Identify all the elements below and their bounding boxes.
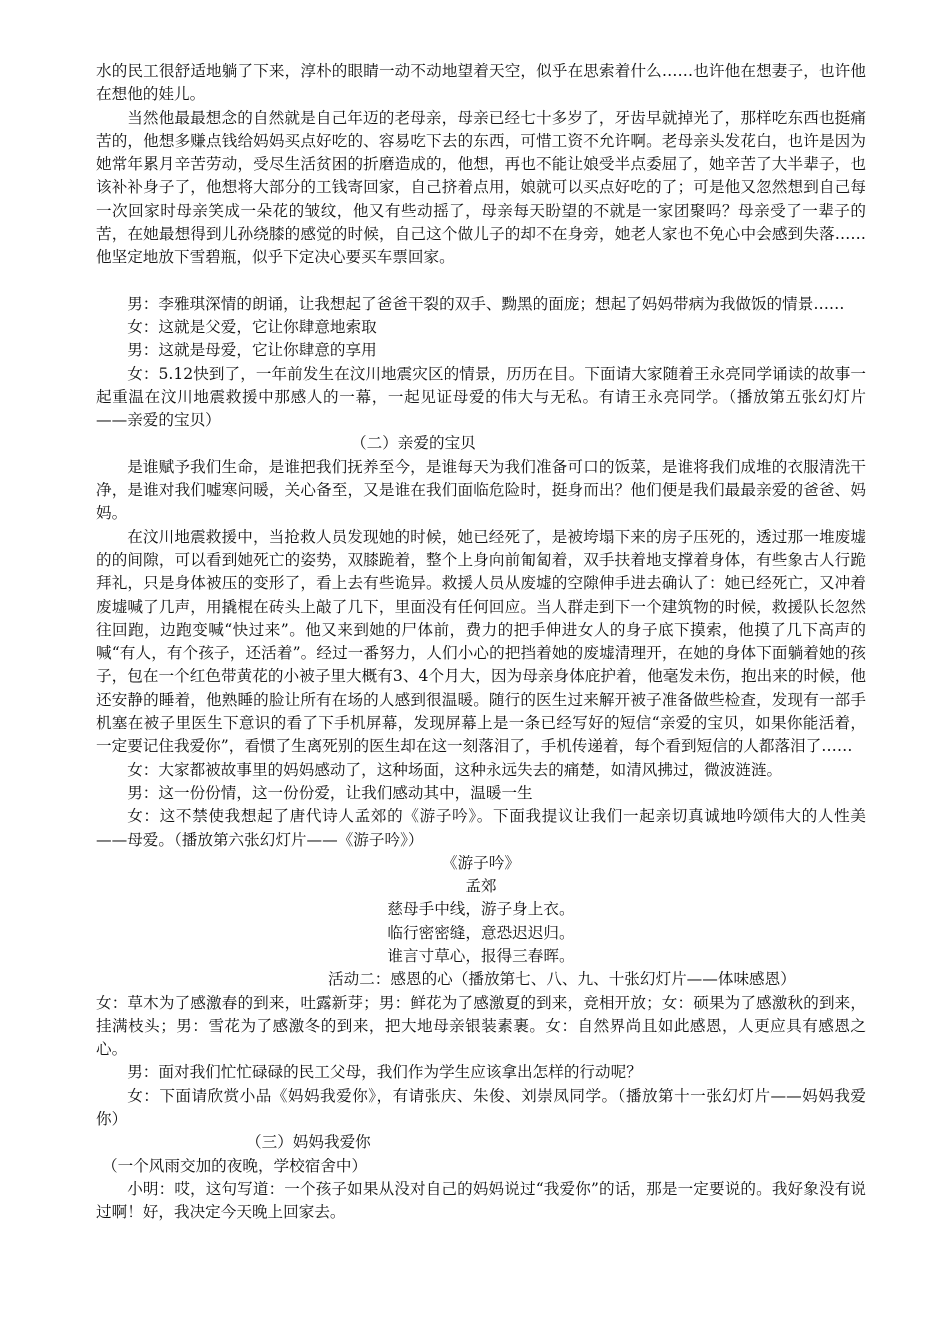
dialogue-line: 小明：哎，这句写道：一个孩子如果从没对自己的妈妈说过“我爱你”的话，那是一定要说的。我好象没有说过啊！好，我决定今天晚上回家去。	[96, 1179, 866, 1222]
poem-title: 《游子吟》	[442, 853, 520, 872]
dialogue-line: 女：5.12快到了，一年前发生在汶川地震灾区的情景，历历在目。下面请大家随着王永亮同学诵读的故事一起重温在汶川地震救援中那感人的一幕，一起见证母爱的伟大与无私。有请王永亮同学。（播放第五张幻灯片——亲爱的宝贝）	[96, 364, 866, 430]
poem-line: 慈母手中线，游子身上衣。	[387, 900, 575, 919]
dialogue-line: 男：这就是母爱，它让你肆意的享用	[127, 341, 377, 360]
dialogue-line: 女：这就是父爱，它让你肆意地索取	[127, 317, 377, 336]
paragraph: 是谁赋予我们生命，是谁把我们抚养至今，是谁每天为我们准备可口的饭菜，是谁将我们成堆的衣服清洗干净，是谁对我们嘘寒问暖，关心备至，又是谁在我们面临危险时，挺身而出？他们便是我们最最亲爱的爸爸、妈妈。	[96, 457, 866, 523]
section-heading: （三）妈妈我爱你	[246, 1133, 371, 1152]
dialogue-line: 男：李雅琪深情的朗诵，让我想起了爸爸干裂的双手、黝黑的面庞；想起了妈妈带病为我做饭的情景……	[127, 294, 845, 313]
section-heading: （二）亲爱的宝贝	[351, 434, 476, 453]
poem-line: 谁言寸草心，报得三春晖。	[387, 946, 575, 965]
poem-line: 临行密密缝，意恐迟迟归。	[387, 923, 575, 942]
poem-author: 孟郊	[465, 877, 497, 896]
paragraph: 当然他最最想念的自然就是自己年迈的老母亲，母亲已经七十多岁了，牙齿早就掉光了，那样吃东西也挺痛苦的，他想多赚点钱给妈妈买点好吃的、容易吃下去的东西，可惜工资不允许啊。老母亲头发花白，也许是因为她常年累月辛苦劳动，受尽生活贫困的折磨造成的，他想，再也不能让娘受半点委屈了，她辛苦了大半辈子，也该补补身子了，他想将大部分的工钱寄回家，自己挤着点用，娘就可以买点好吃的了；可是他又忽然想到自己每一次回家时母亲笑成一朵花的皱纹，他又有些动摇了，母亲每天盼望的不就是一家团聚吗？母亲受了一辈子的苦，在她最想得到儿孙绕膝的感觉的时候，自己这个做儿子的却不在身旁，她老人家也不免心中会感到失落……他坚定地放下雪碧瓶，似乎下定决心要买车票回家。	[96, 108, 866, 267]
dialogue-line: 男：面对我们忙忙碌碌的民工父母，我们作为学生应该拿出怎样的行动呢？	[127, 1063, 642, 1082]
dialogue-line: 女：这不禁使我想起了唐代诗人孟郊的《游子吟》。下面我提议让我们一起亲切真诚地吟颂伟大的人性美——母爱。（播放第六张幻灯片——《游子吟》）	[96, 807, 866, 849]
spacer	[96, 270, 866, 293]
stage-direction: （一个风雨交加的夜晚，学校宿舍中）	[102, 1156, 368, 1175]
dialogue-line: 女：下面请欣赏小品《妈妈我爱你》，有请张庆、朱俊、刘崇凤同学。（播放第十一张幻灯片——妈妈我爱你）	[96, 1086, 866, 1129]
dialogue-line: 女：大家都被故事里的妈妈感动了，这种场面，这种永远失去的痛楚，如清风拂过，微波涟涟。	[127, 760, 783, 779]
document-page	[96, 60, 866, 1225]
paragraph: 女：草木为了感激春的到来，吐露新芽；男：鲜花为了感激夏的到来，竞相开放；女：硕果为了感激秋的到来，挂满枝头；男：雪花为了感激冬的到来，把大地母亲银装素裹。女：自然界尚且如此感恩，人更应具有感恩之心。	[96, 993, 866, 1059]
paragraph: 在汶川地震救援中，当抢救人员发现她的时候，她已经死了，是被垮塌下来的房子压死的，透过那一堆废墟的的间隙，可以看到她死亡的姿势，双膝跪着，整个上身向前匍匐着，双手扶着地支撑着身体，有些象古人行跪拜礼，只是身体被压的变形了，看上去有些诡异。救援人员从废墟的空隙伸手进去确认了：她已经死亡，又冲着废墟喊了几声，用撬棍在砖头上敲了几下，里面没有任何回应。当人群走到下一个建筑物的时候，救援队长忽然往回跑，边跑变喊“快过来”。他又来到她的尸体前，费力的把手伸进女人的身子底下摸索，他摸了几下高声的喊“有人，有个孩子，还活着”。经过一番努力，人们小心的把挡着她的废墟清理开，在她的身体下面躺着她的孩子，包在一个红色带黄花的小被子里大概有3、4个月大，因为母亲身体庇护着，他毫发未伤，抱出来的时候，他还安静的睡着，他熟睡的脸让所有在场的人感到很温暖。随行的医生过来解开被子准备做些检查，发现有一部手机塞在被子里医生下意识的看了下手机屏幕，发现屏幕上是一条已经写好的短信“亲爱的宝贝，如果你能活着，一定要记住我爱你”，看惯了生离死别的医生却在这一刻落泪了，手机传递着，每个看到短信的人都落泪了……	[96, 527, 866, 756]
dialogue-line: 男：这一份份情，这一份份爱，让我们感动其中，温暖一生	[127, 783, 533, 802]
activity-heading: 活动二：感恩的心（播放第七、八、九、十张幻灯片——体味感恩）	[328, 970, 796, 989]
paragraph: 水的民工很舒适地躺了下来，淳朴的眼睛一动不动地望着天空，似乎在思索着什么……也许他在想妻子，也许他在想他的娃儿。	[96, 62, 866, 104]
